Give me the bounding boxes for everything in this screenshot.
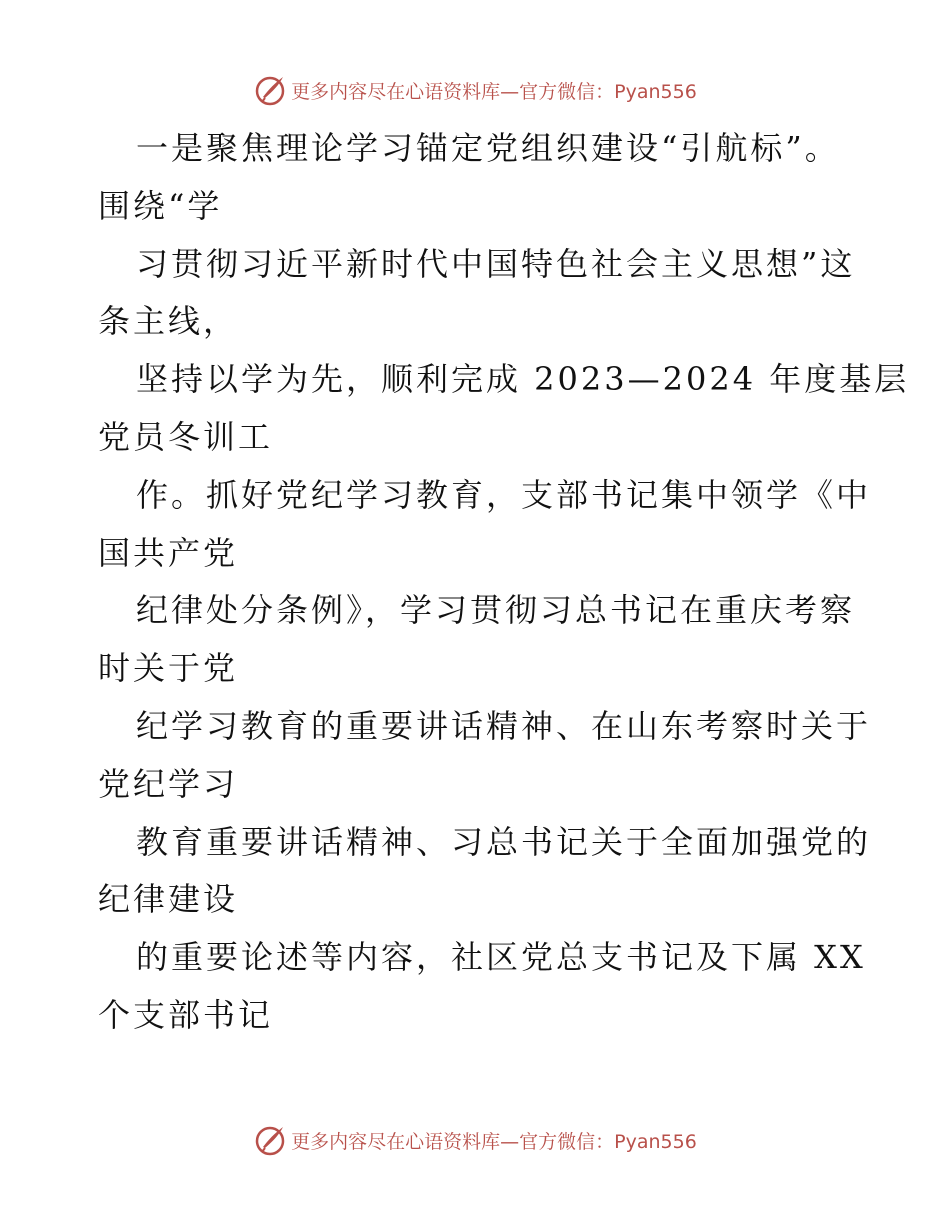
body-text-line: 的重要论述等内容，社区党总支书记及下属 XX bbox=[136, 938, 866, 977]
quill-circle-icon bbox=[253, 1123, 287, 1157]
quill-circle-icon bbox=[253, 73, 287, 107]
body-text-line: 纪学习教育的重要讲话精神、在山东考察时关于 bbox=[136, 706, 872, 745]
body-text-line: 个支部书记 bbox=[98, 995, 274, 1034]
body-text-line: 一是聚焦理论学习锚定党组织建设“引航标”。 bbox=[136, 129, 840, 167]
body-text-line: 时关于党 bbox=[98, 649, 239, 688]
body-text-line: 国共产党 bbox=[98, 533, 239, 572]
footer-watermark-text: 更多内容尽在心语资料库—官方微信：Pyan556 bbox=[291, 1130, 697, 1153]
body-text-line: 坚持以学为先，顺利完成 2023—2024 年度基层 bbox=[136, 360, 910, 399]
body-text-line: 纪律建设 bbox=[98, 880, 239, 919]
body-text-line: 党员冬训工 bbox=[98, 417, 274, 456]
body-text-line: 条主线， bbox=[98, 302, 239, 341]
body-text-line: 党纪学习 bbox=[98, 764, 239, 803]
body-text-line: 纪律处分条例》，学习贯彻习总书记在重庆考察 bbox=[136, 591, 856, 630]
body-text-line: 习贯彻习近平新时代中国特色社会主义思想”这 bbox=[136, 244, 856, 283]
header-watermark-banner bbox=[0, 70, 950, 110]
document-body bbox=[98, 120, 910, 1045]
body-text-line: 围绕“学 bbox=[98, 186, 223, 225]
footer-watermark-banner bbox=[0, 1120, 950, 1160]
body-text-line: 作。抓好党纪学习教育，支部书记集中领学《中 bbox=[136, 475, 872, 514]
header-watermark-text: 更多内容尽在心语资料库—官方微信：Pyan556 bbox=[291, 80, 697, 103]
body-text-line: 教育重要讲话精神、习总书记关于全面加强党的 bbox=[136, 822, 872, 861]
